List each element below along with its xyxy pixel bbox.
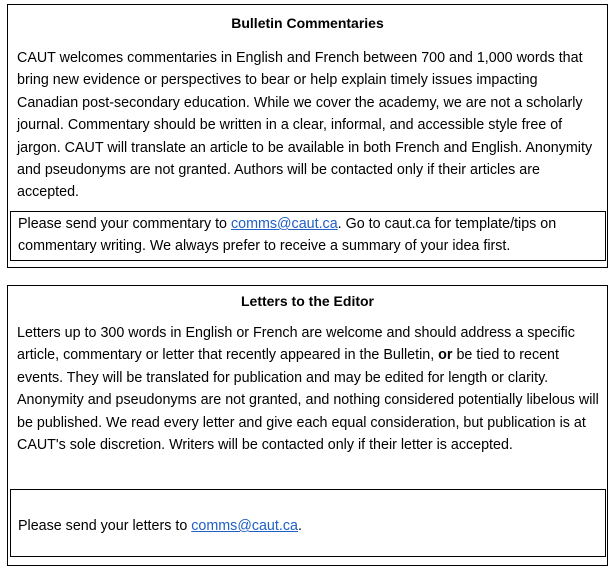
letters-to-editor-title: Letters to the Editor bbox=[240, 293, 374, 309]
letters-note-text-start: Please send your letters to bbox=[18, 518, 192, 534]
letters-body-bold-or: or bbox=[438, 347, 453, 364]
letters-body-part-1: Letters up to 300 words in English or French are welcome and should address a specific article, commentary or letter that recently appeared in the Bulletin, bbox=[17, 325, 575, 364]
letters-note-text-end: . bbox=[297, 518, 302, 534]
letters-submission-note bbox=[10, 489, 606, 557]
commentary-note-text-end: . Go to caut.ca for template/tips on commentary writing. We always prefer to receive a summary of your idea first. bbox=[18, 216, 557, 255]
bulletin-commentaries-body: CAUT welcomes commentaries in English and French between 700 and 1,000 words that bring new evidence or perspectives to bear or help explain timely issues impacting Canadian post-secondary education. While we cover the academy, we are not a scholarly journal. Commentary should be written in a clear, informal, and accessible style free of jargon. CAUT will translate an article to be available in both French and English. Anonymity and pseudonyms are not granted. Authors will be contacted only if their articles are accepted. bbox=[17, 50, 593, 201]
commentary-note-text-start: Please send your commentary to bbox=[18, 216, 231, 232]
bulletin-commentaries-box bbox=[7, 4, 608, 268]
letters-to-editor-body bbox=[17, 322, 599, 456]
commentary-email-link[interactable]: comms@caut.ca bbox=[230, 216, 338, 232]
letters-to-editor-box bbox=[7, 285, 608, 566]
letters-body-part-2: be tied to recent events. They will be translated for publication and may be edited for length or clarity. Anonymity and pseudonyms are not granted, and nothing considered potentially libelous will be published. We read every letter and give each equal consideration, but publication is at CAUT's sole discretion. Writers will be contacted only if their letter is accepted. bbox=[17, 347, 599, 454]
letters-email-link[interactable]: comms@caut.ca bbox=[191, 518, 298, 534]
bulletin-commentaries-title: Bulletin Commentaries bbox=[231, 15, 384, 31]
commentary-submission-note bbox=[10, 211, 606, 261]
